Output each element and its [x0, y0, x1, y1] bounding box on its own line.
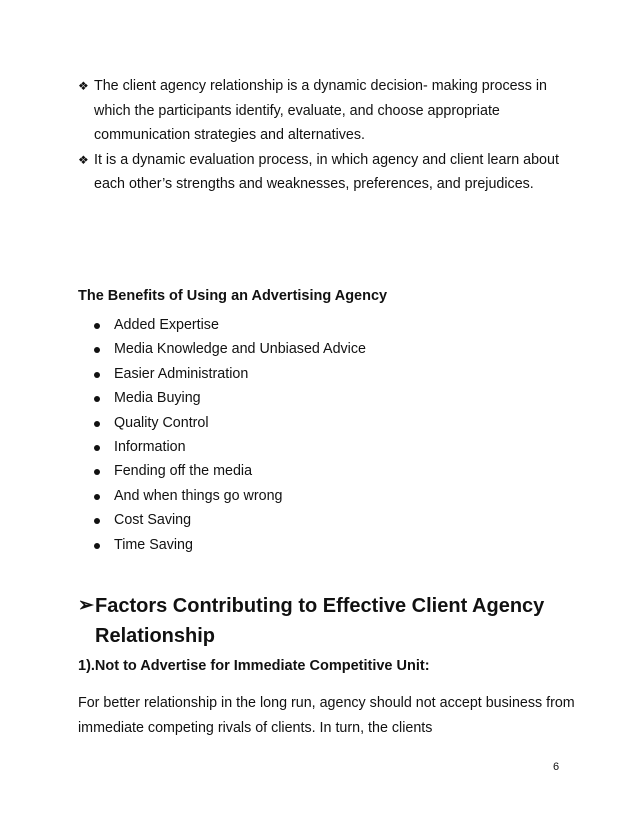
list-item — [92, 508, 366, 532]
list-item — [92, 435, 366, 459]
list-item-text: Fending off the media — [114, 463, 253, 480]
bullet-dot-icon — [94, 469, 100, 475]
intro-point-list — [78, 74, 578, 197]
intro-point-text: It is a dynamic evaluation process, in which agency and client learn about each other’s strengths and weaknesses, preferences, and prejudices. — [94, 151, 559, 192]
diamond-bullet-icon: ❖ — [78, 79, 89, 93]
list-item — [92, 533, 366, 557]
list-item-text: Quality Control — [114, 414, 209, 431]
bullet-dot-icon — [94, 494, 100, 500]
intro-point — [78, 148, 578, 197]
intro-point — [78, 74, 578, 148]
factor-paragraph: For better relationship in the long run, agency should not accept business from immediate competing rivals of clients. In turn, the clients — [78, 695, 575, 736]
factor-subheading: 1).Not to Advertise for Immediate Competitive Unit: — [78, 658, 430, 674]
benefits-heading: The Benefits of Using an Advertising Agency — [78, 288, 388, 304]
list-item-text: Added Expertise — [114, 317, 219, 333]
list-item — [92, 411, 366, 435]
list-item — [92, 362, 366, 386]
bullet-dot-icon — [94, 421, 100, 427]
arrow-bullet-icon: ➢ — [78, 595, 94, 616]
list-item — [92, 459, 366, 483]
list-item-text: Media Knowledge and Unbiased Advice — [114, 341, 366, 358]
factors-heading — [78, 591, 565, 651]
list-item-text: Easier Administration — [114, 365, 249, 382]
bullet-dot-icon — [94, 445, 100, 451]
list-item — [92, 484, 366, 508]
list-item-text: Information — [114, 439, 186, 456]
page-number: 6 — [553, 761, 560, 773]
bullet-dot-icon — [94, 543, 100, 549]
list-item — [92, 337, 366, 361]
bullet-dot-icon — [94, 518, 100, 524]
list-item — [92, 313, 366, 337]
list-item-text: Time Saving — [114, 536, 193, 553]
list-item-text: Media Buying — [114, 390, 201, 407]
benefits-list — [92, 313, 366, 557]
intro-point-text: The client agency relationship is a dynamic decision- making process in which the participants identify, evaluate, and choose appropriate communication strategies and alternatives. — [94, 78, 547, 143]
bullet-dot-icon — [94, 347, 100, 353]
bullet-dot-icon — [94, 323, 100, 329]
bullet-dot-icon — [94, 372, 100, 378]
list-item-text: Cost Saving — [114, 512, 192, 529]
bullet-dot-icon — [94, 396, 100, 402]
list-item-text: And when things go wrong — [114, 487, 283, 504]
diamond-bullet-icon: ❖ — [78, 152, 89, 167]
factors-heading-text: Factors Contributing to Effective Client Agency Relationship — [95, 595, 545, 647]
list-item — [92, 386, 366, 410]
